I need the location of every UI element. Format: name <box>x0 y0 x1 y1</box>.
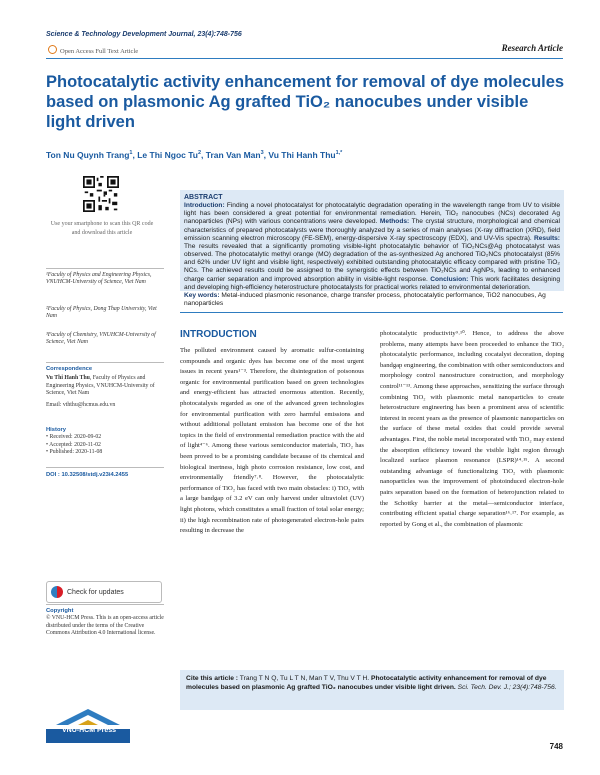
correspondence-name: Vu Thi Hanh Thu <box>46 375 90 382</box>
keywords-text: Metal-induced plasmonic resonance, charge transfer process, photocatalytic performance, TiO2 nanocubes, Ag nanoparticles <box>184 292 546 308</box>
article-type: Research Article <box>501 43 563 53</box>
journal-header: Science & Technology Development Journal, 23(4):748-756 <box>46 31 242 38</box>
abstract-results: The results revealed that a significantly promoting visible-light photocatalytic behavior of TiO₂NCs@Ag photocatalyst was observed. The photocatalytic methyl orange (MO) degradation of the as-synthesized Ag anchored TiO₂NCs photocatalyst (85% and 62% under UV light and visible light, respectively) exhibited outstanding photocatalytic efficacy compared with pristine TiO₂ NCs. The achieved results could be assigned to the synergistic effects between TiO₂NCs and AgNPs, leading to enhanced charge carrier separation and improved absorption ability in visible-light response. <box>184 242 560 283</box>
author-sep: , <box>263 150 269 160</box>
correspondence-details: , Faculty of Physics and Engineering Physics, VNUHCM-University of Science, Viet Nam <box>46 375 155 397</box>
citation-journal: Sci. Tech. Dev. J.; 23(4):748-756. <box>457 684 557 691</box>
author-sep: , <box>132 150 138 160</box>
header-rule <box>46 58 563 59</box>
body-column-right: photocatalytic productivity⁹˒¹⁰. Hence, to address the above problems, many attempts have been proceeded to enhance the TiO₂ photocatalytic performance, including cocatalyst decoration, doping bandgap engineering, the combination with other semiconductors and morphology control nanostructure construction, and morphology control¹¹⁻¹³. Among these approaches, sensitizing the surface through combining TiO₂ with plasmonic metal nanoparticles to create heterostructure engineering has been a prominent area of scientific interest in recent years as the presence of plasmonic nanoparticles on the surface of these metal oxides that could provide several advantages. First, the noble metal incorporated with TiO₂ may extend the absorption efficiency toward the visible light region through localized surface plasmon resonance (LSPR)¹⁴˒¹⁵. A second outstanding advantage of functionalizing TiO₂ with plasmonic nanoparticles was the improvement of photoinduced electron-hole pairs separation based on the formation of heterojunction related to the Schottky barrier at the metal—semiconductor interface, contributing efficient spatial charge separation¹⁶˒¹⁷. For example, as reported by Gong et al., the combination of plasmonic <box>380 330 564 528</box>
sidebar-divider <box>46 362 164 363</box>
correspondence <box>46 366 166 409</box>
abstract-label: Methods: <box>379 218 410 226</box>
publisher-logo-text: VNU-HCM Press <box>62 727 117 734</box>
author-sep: , <box>201 150 206 160</box>
abstract-label: Results: <box>533 234 560 242</box>
qr-caption: Use your smartphone to scan this QR code and download this article <box>50 221 154 236</box>
abstract-conclusion: This work facilitates designing and developing high-efficiency heterostructure photocatalysts for practical works related to environmental deterioration. <box>184 275 560 291</box>
doi-link[interactable]: DOI : 10.32508/stdj.v23i4.2455 <box>46 472 129 478</box>
citation-authors: Trang T N Q, Tu L T N, Man T V, Thu V T H. <box>239 675 370 682</box>
author-list <box>46 150 556 160</box>
sidebar-divider <box>46 467 164 468</box>
copyright-text: © VNU-HCM Press. This is an open-access article distributed under the terms of the Creative Commons Attribution 4.0 International license. <box>46 615 164 637</box>
keywords-label: Key words: <box>184 292 220 299</box>
citation <box>186 674 562 692</box>
history-accepted: • Accepted: 2020-11-02 <box>46 441 101 448</box>
abstract <box>184 194 560 292</box>
section-heading-introduction: INTRODUCTION <box>180 329 257 340</box>
qr-code-icon[interactable] <box>83 176 119 212</box>
history-published: • Published: 2020-11-08 <box>46 449 103 456</box>
abstract-label: Introduction: <box>184 202 225 210</box>
abstract-intro: Finding a novel photocatalyst for photocatalytic degradation operating in the wavelength range from UV to visible light has been considered a great potential for environmental remediation. Herein, TiO₂ nanocubes (NCs) decorated Ag nanoparticles (NPs) with various concentrations were developed. <box>184 202 560 226</box>
page-number: 748 <box>549 742 563 751</box>
affiliation <box>46 272 166 287</box>
citation-title: Photocatalytic activity enhancement for removal of dye molecules based on plasmonic Ag grafted TiO₂ nanocubes under visible light driven. <box>186 675 547 691</box>
article-title: Photocatalytic activity enhancement for removal of dye molecules based on plasmonic Ag grafted TiO₂ nanocubes under visible light driven <box>46 73 565 131</box>
open-access-label <box>48 45 138 55</box>
copyright <box>46 608 166 638</box>
publisher-logo <box>46 705 130 743</box>
author-name: Tran Van Man <box>205 150 261 160</box>
body-column-left: The polluted environment caused by aromatic sulfur-containing compounds and organic dyes has become one of the most urgent issues in recent years¹⁻³. Therefore, the disintegration of poisonous organic for environmental purification based on green technologies and energy-efficient has attracted enormous attention. Recently, photocatalysis regarded as one of the advanced green technologies for environmental purification with zero harmful emissions and without additional pollutant emission has become one of the hot topics in the field of environmental remediation practice with the aid of light⁴⁻⁶. Among these various semiconductor materials, TiO₂ has been proved to be a promising candidate because of its chemical and biological inertness, high photo corrosion resistance, low cost, and environmentally friendly⁷˒⁸. However, the photocatalytic performance of TiO₂ has faced with two main obstacles: i) TiO₂ with a large bandgap of 3.2 eV can only harvest under ultraviolet (UV) light photons, which constitutes a small fraction of total solar energy; ii) the high recombination rate of photogenerated electron-hole pairs resulting in decrease the <box>180 347 364 535</box>
history <box>46 427 166 457</box>
open-access-icon <box>48 45 57 54</box>
history-received: • Received: 2020-09-02 <box>46 434 102 441</box>
copyright-heading: Copyright <box>46 608 74 614</box>
correspondence-heading: Correspondence <box>46 366 93 372</box>
history-heading: History <box>46 427 66 433</box>
keywords-rule <box>180 312 563 313</box>
affiliation-text: ¹Faculty of Physics and Engineering Physics, VNUHCM-University of Science, Viet Nam <box>46 272 152 286</box>
citation-label: Cite this article : <box>186 675 239 682</box>
abstract-label: Conclusion: <box>430 275 469 283</box>
abstract-methods: The crystal structure, morphological and chemical characteristics of prepared photocatalysts were thoroughly analyzed by a series of main analyses (X-ray diffraction (XRD), field emission scanning electron microscopy (FE-SEM), energy-dispersive X-ray spectroscopy (EDX), and UV-Vis spectra). <box>184 218 561 242</box>
affiliation-text: ³Faculty of Chemistry, VNUHCM-University of Science, Viet Nam <box>46 332 156 346</box>
affiliation <box>46 332 166 347</box>
crossmark-button[interactable] <box>46 581 162 603</box>
open-access-text: Open Access Full Text Article <box>60 48 139 55</box>
author-name: Ton Nu Quynh Trang <box>46 150 130 160</box>
author-name: Vu Thi Hanh Thu <box>268 150 336 160</box>
crossmark-label: Check for updates <box>67 588 124 596</box>
sidebar-divider <box>46 604 164 605</box>
crossmark-icon <box>51 586 63 598</box>
correspondence-email[interactable]: Email: vththu@hcmus.edu.vn <box>46 401 116 408</box>
abstract-heading: ABSTRACT <box>184 194 223 201</box>
author-sup: 1 <box>129 150 133 157</box>
affiliation-text: ²Faculty of Physics, Dong Thap University, Viet Nam <box>46 306 157 320</box>
keywords <box>184 292 560 308</box>
sidebar-divider <box>46 268 164 269</box>
author-name: Le Thi Ngoc Tu <box>137 150 198 160</box>
author-sup: 2 <box>197 150 202 157</box>
author-sup: 1,* <box>335 150 343 157</box>
author-sup: 3 <box>260 150 264 157</box>
affiliation <box>46 306 166 321</box>
